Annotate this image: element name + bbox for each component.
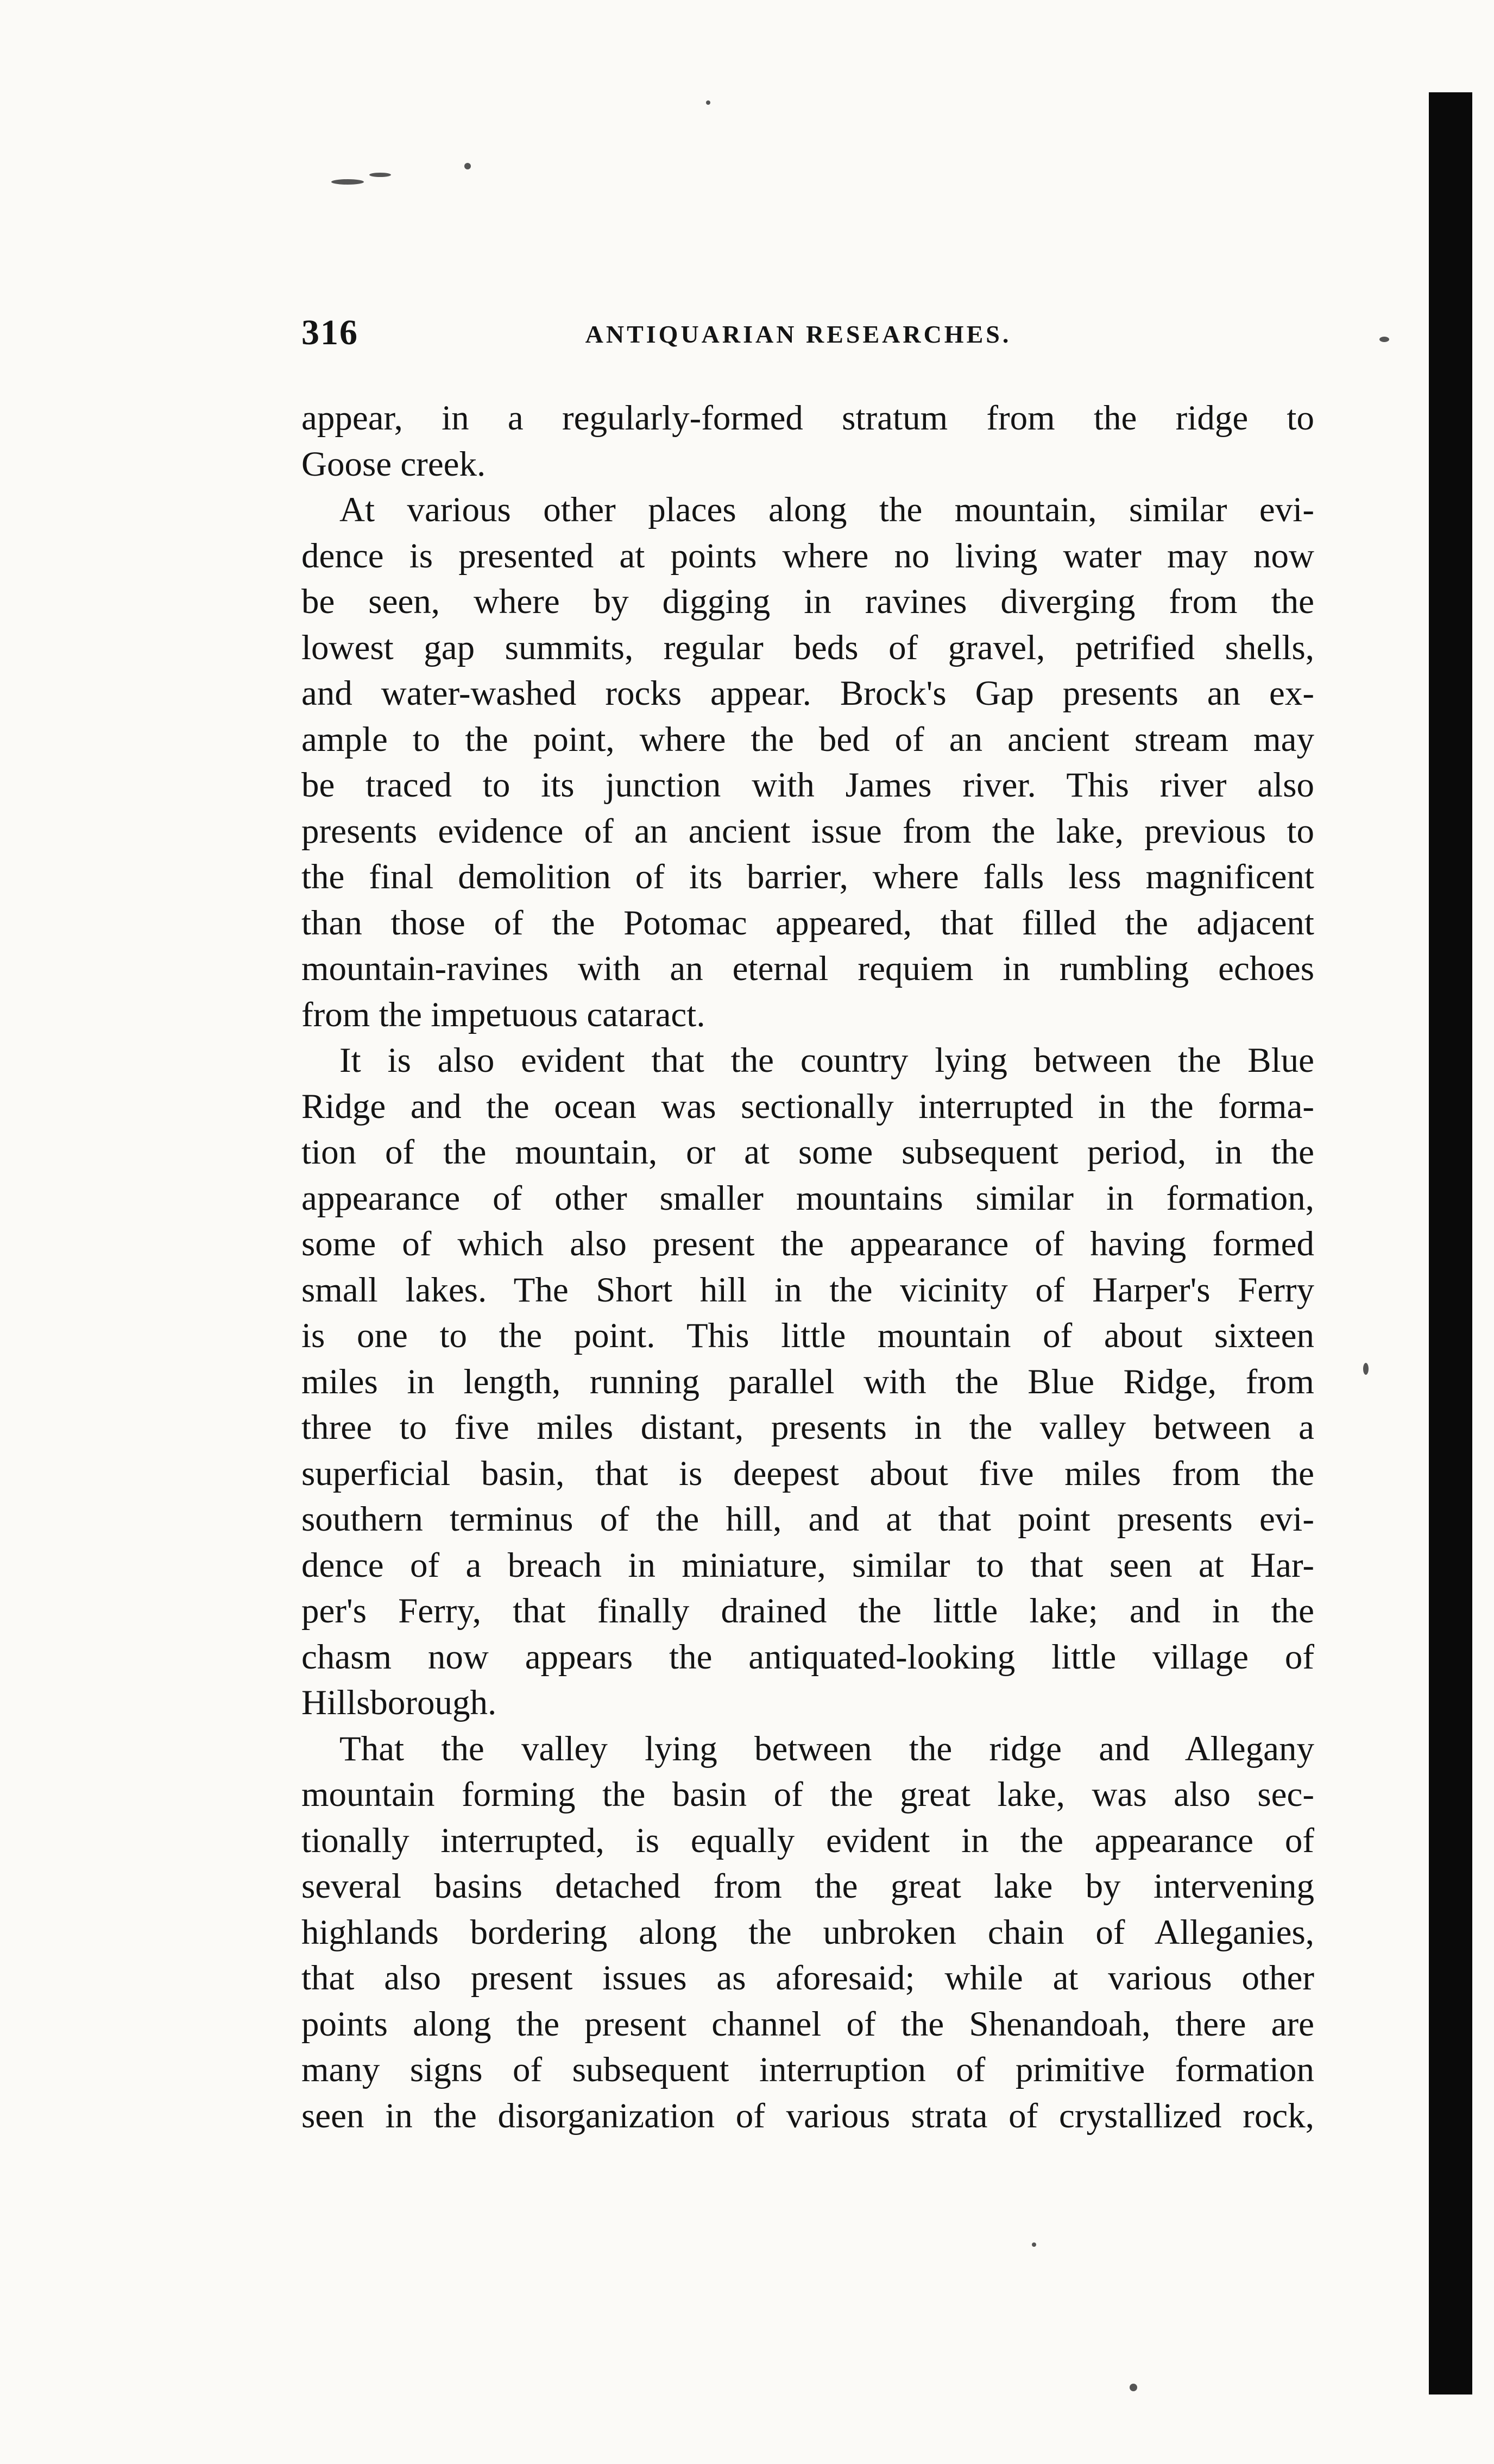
text-line: mountain forming the basin of the great lake, was also sec- xyxy=(301,1775,1314,1814)
text-line: some of which also present the appearance of having formed xyxy=(301,1224,1314,1263)
text-line: miles in length, running parallel with the Blue Ridge, from xyxy=(301,1362,1314,1401)
text-line: points along the present channel of the Shenandoah, there are xyxy=(301,2004,1314,2044)
scan-speck xyxy=(1032,2242,1036,2247)
text-line: mountain-ravines with an eternal requiem in rumbling echoes xyxy=(301,949,1314,988)
text-line: seen in the disorganization of various strata of crystallized rock, xyxy=(301,2096,1314,2136)
text-line: Ridge and the ocean was sectionally interrupted in the forma- xyxy=(301,1086,1314,1126)
text-line: highlands bordering along the unbroken chain of Alleganies, xyxy=(301,1912,1314,1952)
text-line: many signs of subsequent interruption of primitive formation xyxy=(301,2050,1314,2089)
page-header xyxy=(301,312,1295,372)
text-line: per's Ferry, that finally drained the little lake; and in the xyxy=(301,1591,1314,1631)
page-number: 316 xyxy=(301,313,358,352)
text-line: Hillsborough. xyxy=(301,1683,497,1722)
text-line: tion of the mountain, or at some subsequent period, in the xyxy=(301,1133,1314,1172)
text-line: chasm now appears the antiquated-looking little village of xyxy=(301,1637,1314,1677)
scan-speck xyxy=(464,163,471,169)
scan-speck xyxy=(331,179,364,185)
text-line: presents evidence of an ancient issue from the lake, previous to xyxy=(301,811,1314,851)
text-line: that also present issues as aforesaid; while at various other xyxy=(301,1958,1314,1998)
text-line: and water-washed rocks appear. Brock's Gap presents an ex- xyxy=(301,674,1314,713)
scan-speck xyxy=(1363,1363,1369,1375)
body-text xyxy=(301,395,1314,2139)
text-line: be seen, where by digging in ravines diverging from the xyxy=(301,582,1314,621)
text-line: dence is presented at points where no living water may now xyxy=(301,536,1314,576)
text-line: southern terminus of the hill, and at that point presents evi- xyxy=(301,1500,1314,1539)
scan-speck xyxy=(1379,337,1389,342)
text-line: lowest gap summits, regular beds of gravel, petrified shells, xyxy=(301,628,1314,667)
text-line: At various other places along the mountain, similar evi- xyxy=(339,490,1314,529)
text-line: from the impetuous cataract. xyxy=(301,995,705,1034)
text-line: It is also evident that the country lying between the Blue xyxy=(339,1041,1314,1080)
text-line: is one to the point. This little mountain of about sixteen xyxy=(301,1316,1314,1355)
text-line: small lakes. The Short hill in the vicinity of Harper's Ferry xyxy=(301,1270,1314,1310)
text-line: ample to the point, where the bed of an ancient stream may xyxy=(301,719,1314,759)
text-line: That the valley lying between the ridge and Allegany xyxy=(339,1729,1314,1768)
scan-speck xyxy=(1130,2384,1137,2391)
text-line: appear, in a regularly-formed stratum from the ridge to xyxy=(301,399,1314,438)
page-edge-shadow xyxy=(1429,92,1472,2394)
text-line: appearance of other smaller mountains similar in formation, xyxy=(301,1178,1314,1218)
scan-speck xyxy=(706,100,710,105)
scan-speck xyxy=(369,173,391,177)
text-line: three to five miles distant, presents in the valley between a xyxy=(301,1408,1314,1447)
text-line: superficial basin, that is deepest about five miles from the xyxy=(301,1454,1314,1493)
text-line: the final demolition of its barrier, where falls less magnificent xyxy=(301,857,1314,896)
text-line: Goose creek. xyxy=(301,444,486,484)
text-line: be traced to its junction with James river. This river also xyxy=(301,766,1314,805)
text-line: dence of a breach in miniature, similar to that seen at Har- xyxy=(301,1545,1314,1585)
text-line: tionally interrupted, is equally evident in the appearance of xyxy=(301,1821,1314,1860)
running-head: ANTIQUARIAN RESEARCHES. xyxy=(585,320,1012,348)
text-line: than those of the Potomac appeared, that filled the adjacent xyxy=(301,903,1314,943)
text-line: several basins detached from the great lake by intervening xyxy=(301,1867,1314,1906)
